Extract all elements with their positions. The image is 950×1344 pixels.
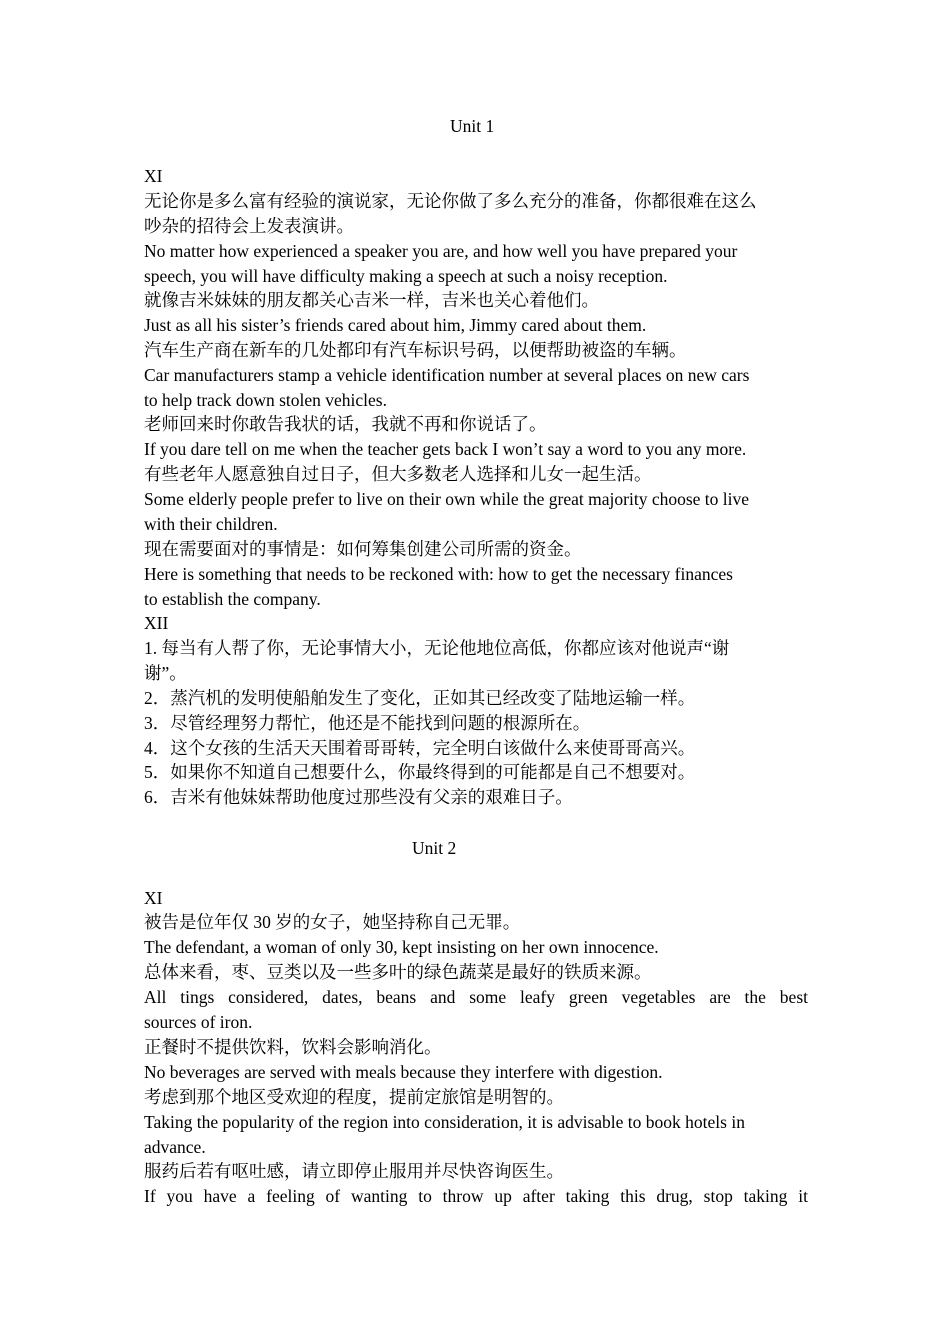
unit-2-xi-line-5: sources of iron.	[144, 1012, 253, 1032]
unit-1-xi-line-6: Just as all his sister’s friends cared about him, Jimmy cared about them.	[144, 315, 647, 335]
unit-2-xi-line-8: 考虑到那个地区受欢迎的程度，提前定旅馆是明智的。	[144, 1087, 564, 1107]
unit-2-title: Unit 2	[412, 838, 457, 858]
unit-2-xi-line-9: Taking the popularity of the region into consideration, it is advisable to book hotels in	[144, 1112, 745, 1132]
unit-1-xi-line-13: Some elderly people prefer to live on their own while the great majority choose to live	[144, 489, 750, 509]
unit-1-xi-line-9: to help track down stolen vehicles.	[144, 390, 387, 410]
unit-1-title: Unit 1	[450, 116, 495, 136]
unit-1-xi-line-7: 汽车生产商在新车的几处都印有汽车标识号码，以便帮助被盗的车辆。	[144, 340, 687, 360]
unit-1-xii-line-5: 4．这个女孩的生活天天围着哥哥转，完全明白该做什么来使哥哥高兴。	[144, 738, 696, 758]
unit-2-xi-line-7: No beverages are served with meals because they interfere with digestion.	[144, 1062, 663, 1082]
unit-2-xi-line-2: The defendant, a woman of only 30, kept insisting on her own innocence.	[144, 937, 659, 957]
unit-2-xi-line-11: 服药后若有呕吐感，请立即停止服用并尽快咨询医生。	[144, 1161, 564, 1181]
unit-2-xi-line-10: advance.	[144, 1137, 206, 1157]
unit-2-section-xi-label: XI	[144, 888, 163, 908]
unit-1-xii-line-6: 5．如果你不知道自己想要什么，你最终得到的可能都是自己不想要对。	[144, 762, 696, 782]
unit-2-xi-line-1: 被告是位年仅 30 岁的女子，她坚持称自己无罪。	[144, 912, 521, 932]
unit-1-xi-line-14: with their children.	[144, 514, 278, 534]
unit-1-xi-line-16: Here is something that needs to be reckoned with: how to get the necessary finances	[144, 564, 733, 584]
unit-2-xi-line-4: All tings considered, dates, beans and some leafy green vegetables are the best	[144, 987, 808, 1007]
unit-1-xii-line-2: 谢”。	[144, 663, 187, 683]
unit-1-xi-line-11: If you dare tell on me when the teacher gets back I won’t say a word to you any more.	[144, 439, 747, 459]
unit-1-xi-line-17: to establish the company.	[144, 589, 321, 609]
unit-1-section-xi-label: XI	[144, 166, 163, 186]
unit-1-section-xii-label: XII	[144, 613, 169, 633]
unit-1-xi-line-12: 有些老年人愿意独自过日子，但大多数老人选择和儿女一起生活。	[144, 464, 652, 484]
unit-1-xii-line-4: 3．尽管经理努力帮忙，他还是不能找到问题的根源所在。	[144, 713, 591, 733]
unit-1-xi-line-1: 无论你是多么富有经验的演说家，无论你做了多么充分的准备，你都很难在这么	[144, 191, 757, 211]
unit-1-xi-line-8: Car manufacturers stamp a vehicle identification number at several places on new cars	[144, 365, 750, 385]
unit-1-xii-line-1: 1. 每当有人帮了你，无论事情大小，无论他地位高低，你都应该对他说声“谢	[144, 638, 730, 658]
unit-2-xi-line-12: If you have a feeling of wanting to throw up after taking this drug, stop taking it	[144, 1186, 808, 1206]
unit-1-xii-line-7: 6．吉米有他妹妹帮助他度过那些没有父亲的艰难日子。	[144, 787, 573, 807]
unit-1-xi-line-4: speech, you will have difficulty making a speech at such a noisy reception.	[144, 266, 668, 286]
unit-1-xi-line-10: 老师回来时你敢告我状的话，我就不再和你说话了。	[144, 414, 547, 434]
unit-1-xi-line-2: 吵杂的招待会上发表演讲。	[144, 216, 354, 236]
unit-2-xi-line-3: 总体来看，枣、豆类以及一些多叶的绿色蔬菜是最好的铁质来源。	[144, 962, 652, 982]
unit-1-xi-line-5: 就像吉米妹妹的朋友都关心吉米一样，吉米也关心着他们。	[144, 290, 599, 310]
unit-1-xii-line-3: 2．蒸汽机的发明使船舶发生了变化，正如其已经改变了陆地运输一样。	[144, 688, 696, 708]
unit-1-xi-line-15: 现在需要面对的事情是：如何筹集创建公司所需的资金。	[144, 539, 582, 559]
unit-1-xi-line-3: No matter how experienced a speaker you are, and how well you have prepared your	[144, 241, 738, 261]
unit-2-xi-line-6: 正餐时不提供饮料，饮料会影响消化。	[144, 1037, 442, 1057]
